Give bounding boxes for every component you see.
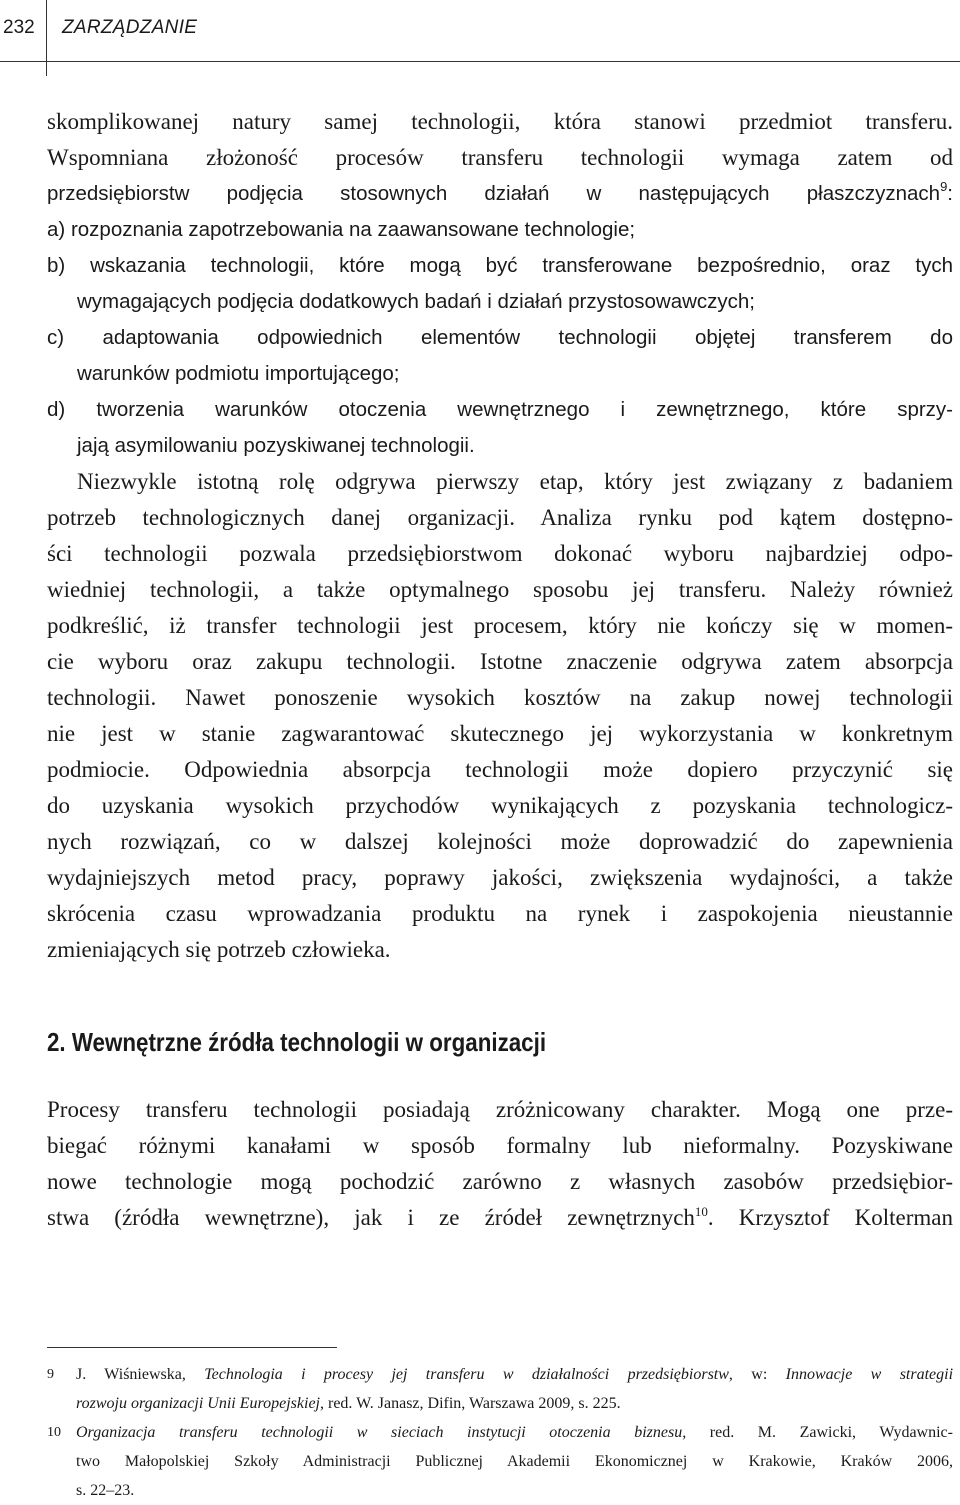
running-head: ZARZĄDZANIE <box>62 17 198 38</box>
page-number: 232 <box>3 17 35 38</box>
footnote-line: J. Wiśniewska, Technologia i procesy jej transferu w działalności przedsiębiorstw, w: Innowacje w strategii <box>76 1366 953 1383</box>
text-line: do uzyskania wysokich przychodów wynikających z pozyskania technologicz- <box>47 793 953 818</box>
list-item-d-cont: jają asymilowaniu pozyskiwanej technologii. <box>77 434 475 457</box>
footnote-line: s. 22–23. <box>76 1482 135 1499</box>
footnote-ref-9[interactable]: 9 <box>940 179 948 194</box>
intro-list <box>47 176 953 464</box>
section-paragraph <box>47 1092 953 1236</box>
text-line: wiedniej technologii, a także optymalnego sposobu jej transferu. Należy również <box>47 577 953 602</box>
text-line: skomplikowanej natury samej technologii, która stanowi przedmiot transferu. <box>47 109 953 134</box>
text-line: Niezwykle istotną rolę odgrywa pierwszy etap, który jest związany z badaniem <box>77 469 953 494</box>
footnote-10 <box>47 1418 953 1505</box>
header-vertical-rule <box>46 0 47 76</box>
body-paragraph <box>47 464 953 968</box>
list-item-a: a) rozpoznania zapotrzebowania na zaawansowane technologie; <box>47 218 636 241</box>
footnote-line: rozwoju organizacji Unii Europejskiej, red. W. Janasz, Difin, Warszawa 2009, s. 225. <box>76 1395 621 1412</box>
text-line: podkreślić, iż transfer technologii jest procesem, który nie kończy się w momen- <box>47 613 953 638</box>
text-line: ści technologii pozwala przedsiębiorstwom dokonać wyboru najbardziej odpo- <box>47 541 953 566</box>
text-line: wydajniejszych metod pracy, poprawy jakości, zwiększenia wydajności, a także <box>47 865 953 890</box>
footnote-separator <box>47 1347 337 1348</box>
list-item-b: b) wskazania technologii, które mogą być transferowane bezpośrednio, oraz tych <box>47 254 953 277</box>
footnote-number: 10 <box>47 1425 61 1440</box>
text-line: przedsiębiorstw podjęcia stosownych działań w następujących płaszczyznach$^9$: <box>47 179 953 205</box>
header-horizontal-rule <box>0 61 960 62</box>
text-line: nie jest w stanie zagwarantować skutecznego jej wykorzystania w konkretnym <box>47 721 953 746</box>
text-line: cie wyboru oraz zakupu technologii. Istotne znaczenie odgrywa zatem absorpcja <box>47 649 953 674</box>
list-item-d: d) tworzenia warunków otoczenia wewnętrznego i zewnętrznego, które sprzy- <box>47 398 953 421</box>
text-line: potrzeb technologicznych danej organizacji. Analiza rynku pod kątem dostępno- <box>47 505 953 530</box>
list-item-c-cont: warunków podmiotu importującego; <box>77 362 400 385</box>
text-line: nowe technologie mogą pochodzić zarówno z własnych zasobów przedsiębior- <box>47 1169 953 1194</box>
text-line: nych rozwiązań, co w dalszej kolejności może doprowadzić do zapewnienia <box>47 829 953 854</box>
footnote-line: Organizacja transferu technologii w sieciach instytucji otoczenia biznesu, red. M. Zawicki, Wydawnic- <box>76 1424 953 1441</box>
list-item-b-cont: wymagających podjęcia dodatkowych badań i działań przystosowawczych; <box>77 290 755 313</box>
text-line: podmiocie. Odpowiednia absorpcja technologii może dopiero przyczynić się <box>47 757 953 782</box>
page-header <box>0 0 960 76</box>
text-line: Wspomniana złożoność procesów transferu technologii wymaga zatem od <box>47 145 953 170</box>
footnote-line: two Małopolskiej Szkoły Administracji Publicznej Akademii Ekonomicznej w Krakowie, Kraków 2006, <box>76 1453 953 1470</box>
text-line: stwa (źródła wewnętrzne), jak i ze źródeł zewnętrznych$^{10}$. Krzysztof Kolterman <box>47 1204 953 1230</box>
text-line: zmieniających się potrzeb człowieka. <box>47 937 391 962</box>
intro-paragraph <box>47 104 953 176</box>
section-heading: 2. Wewnętrzne źródła technologii w organizacji <box>47 1027 547 1057</box>
text-line: skrócenia czasu wprowadzania produktu na rynek i zaspokojenia nieustannie <box>47 901 953 926</box>
footnote-ref-10[interactable]: 10 <box>694 1204 708 1219</box>
text-line: technologii. Nawet ponoszenie wysokich kosztów na zakup nowej technologii <box>47 685 953 710</box>
list-item-c: c) adaptowania odpowiednich elementów technologii objętej transferem do <box>47 326 953 349</box>
footnote-9 <box>47 1360 953 1418</box>
text-line: biegać różnymi kanałami w sposób formalny lub nieformalny. Pozyskiwane <box>47 1133 953 1158</box>
footnote-number: 9 <box>47 1367 54 1382</box>
text-line: Procesy transferu technologii posiadają zróżnicowany charakter. Mogą one prze- <box>47 1097 953 1122</box>
